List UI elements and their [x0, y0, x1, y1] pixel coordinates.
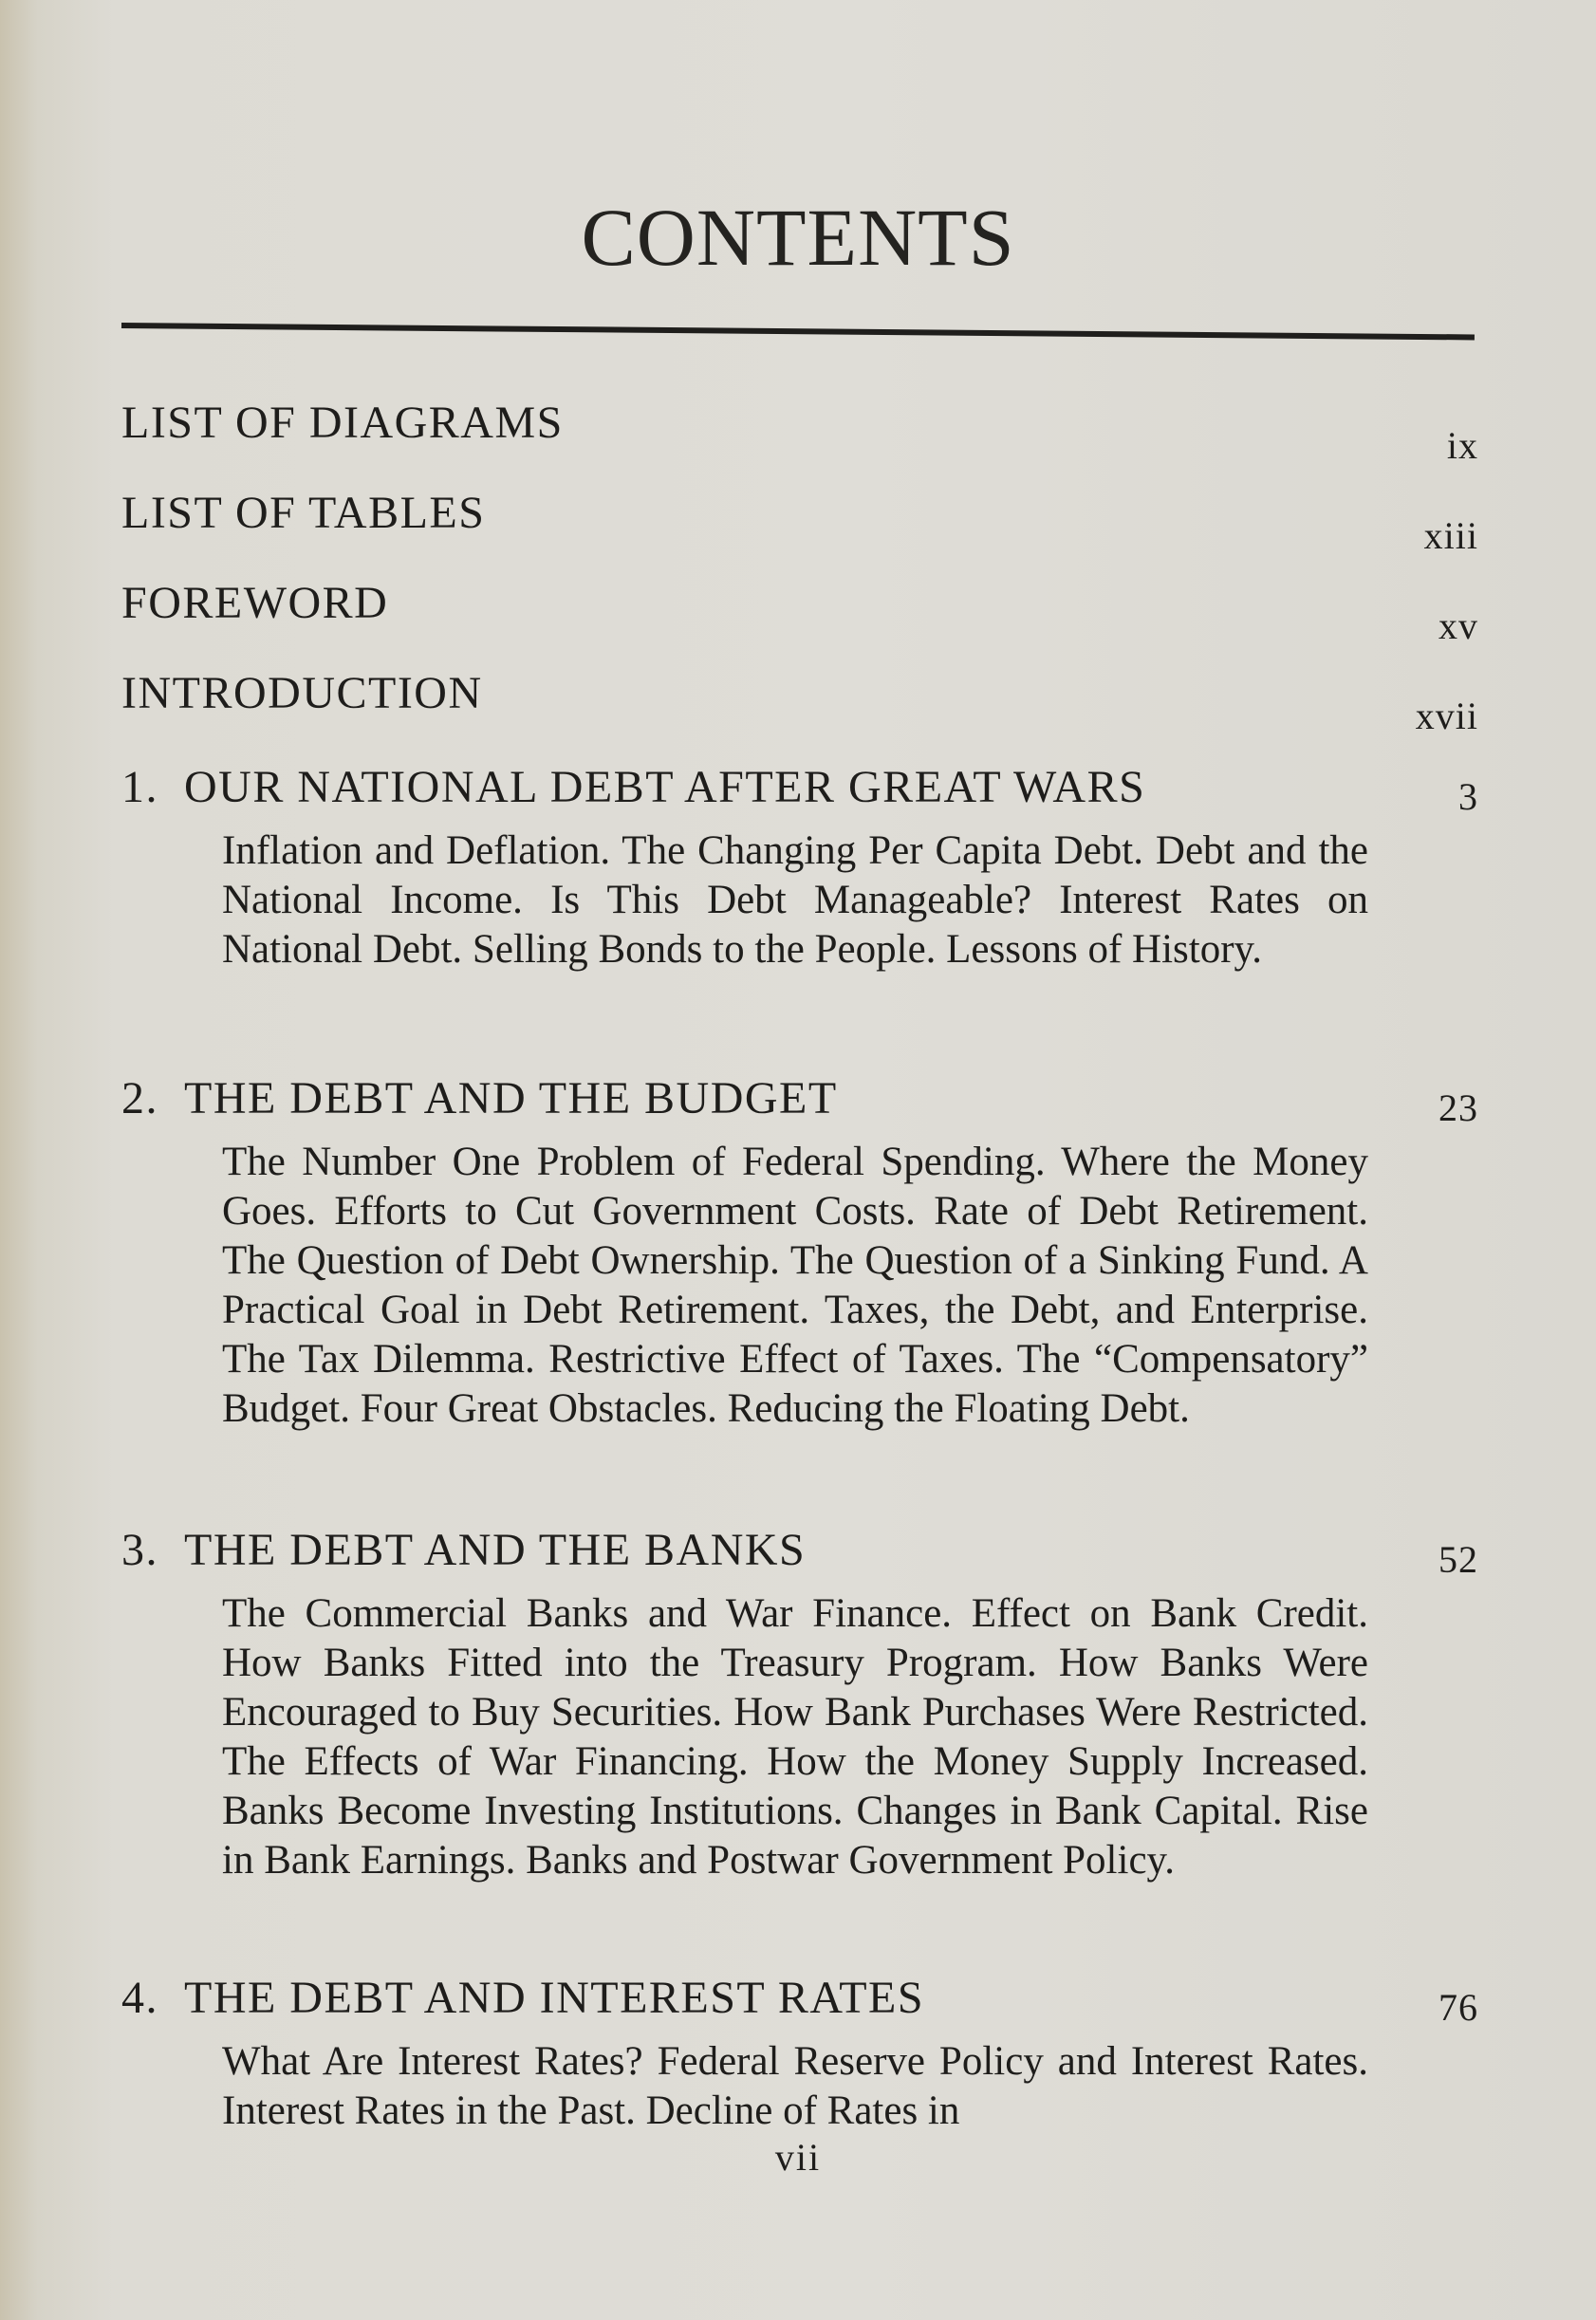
- chapter-number: 2.: [121, 1073, 158, 1123]
- toc-chapter-2: [121, 1072, 1478, 1434]
- chapter-title: THE DEBT AND INTEREST RATES: [184, 1973, 925, 2023]
- chapter-summary: Inflation and Deflation. The Changing Per Capita Debt. Debt and the National Income. Is This Debt Manageable? Interest Rates on National Debt. Selling Bonds to the People. Lessons of History.: [222, 828, 1368, 972]
- chapter-page: 23: [1438, 1086, 1478, 1129]
- chapter-title: THE DEBT AND THE BUDGET: [184, 1073, 838, 1123]
- chapter-number: 4.: [121, 1973, 158, 2023]
- chapter-page: 76: [1438, 1986, 1478, 2029]
- page-folio: vii: [774, 2136, 822, 2179]
- chapter-number: 3.: [121, 1525, 158, 1575]
- toc-entry-label: INTRODUCTION: [121, 668, 483, 718]
- page-title: CONTENTS: [581, 192, 1015, 283]
- chapter-page: 3: [1458, 775, 1478, 818]
- toc-entry-label: LIST OF DIAGRAMS: [121, 398, 564, 448]
- toc-entry-page: xiii: [1423, 514, 1478, 557]
- chapter-number: 1.: [121, 762, 158, 812]
- chapter-summary: What Are Interest Rates? Federal Reserve Policy and Interest Rates. Interest Rates in the Past. Decline of Rates in: [222, 2039, 1368, 2133]
- toc-entry-list-of-diagrams: [121, 397, 1478, 467]
- title-rule: [121, 323, 1475, 340]
- toc-entry-label: FOREWORD: [121, 578, 389, 628]
- toc-entry-label: LIST OF TABLES: [121, 488, 486, 538]
- toc-chapter-1: [121, 761, 1478, 974]
- toc-entry-page: xvii: [1415, 695, 1478, 737]
- toc-chapter-4: [121, 1972, 1478, 2136]
- toc-entry-foreword: [121, 577, 1478, 647]
- toc-entry-page: ix: [1446, 424, 1478, 467]
- chapter-page: 52: [1438, 1538, 1478, 1581]
- chapter-title: OUR NATIONAL DEBT AFTER GREAT WARS: [184, 762, 1146, 812]
- toc-entry-introduction: [121, 667, 1478, 737]
- chapter-summary: The Number One Problem of Federal Spending. Where the Money Goes. Efforts to Cut Government Costs. Rate of Debt Retirement. The Question of Debt Ownership. The Question of a Sinking Fund. A Practical Goal in Debt Retirement. Taxes, the Debt, and Enterprise. The Tax Dilemma. Restrictive Effect of Taxes. The “Compensatory” Budget. Four Great Obstacles. Reducing the Floating Debt.: [222, 1140, 1368, 1431]
- chapter-summary: The Commercial Banks and War Finance. Effect on Bank Credit. How Banks Fitted into the Treasury Program. How Banks Were Encouraged to Buy Securities. How Bank Purchases Were Restricted. The Effects of War Financing. How the Money Supply Increased. Banks Become Investing Institutions. Changes in Bank Capital. Rise in Bank Earnings. Banks and Postwar Government Policy.: [222, 1591, 1368, 1883]
- toc-chapter-3: [121, 1524, 1478, 1885]
- toc-entry-page: xv: [1438, 604, 1478, 647]
- chapter-title: THE DEBT AND THE BANKS: [184, 1525, 807, 1575]
- toc-entry-list-of-tables: [121, 487, 1478, 557]
